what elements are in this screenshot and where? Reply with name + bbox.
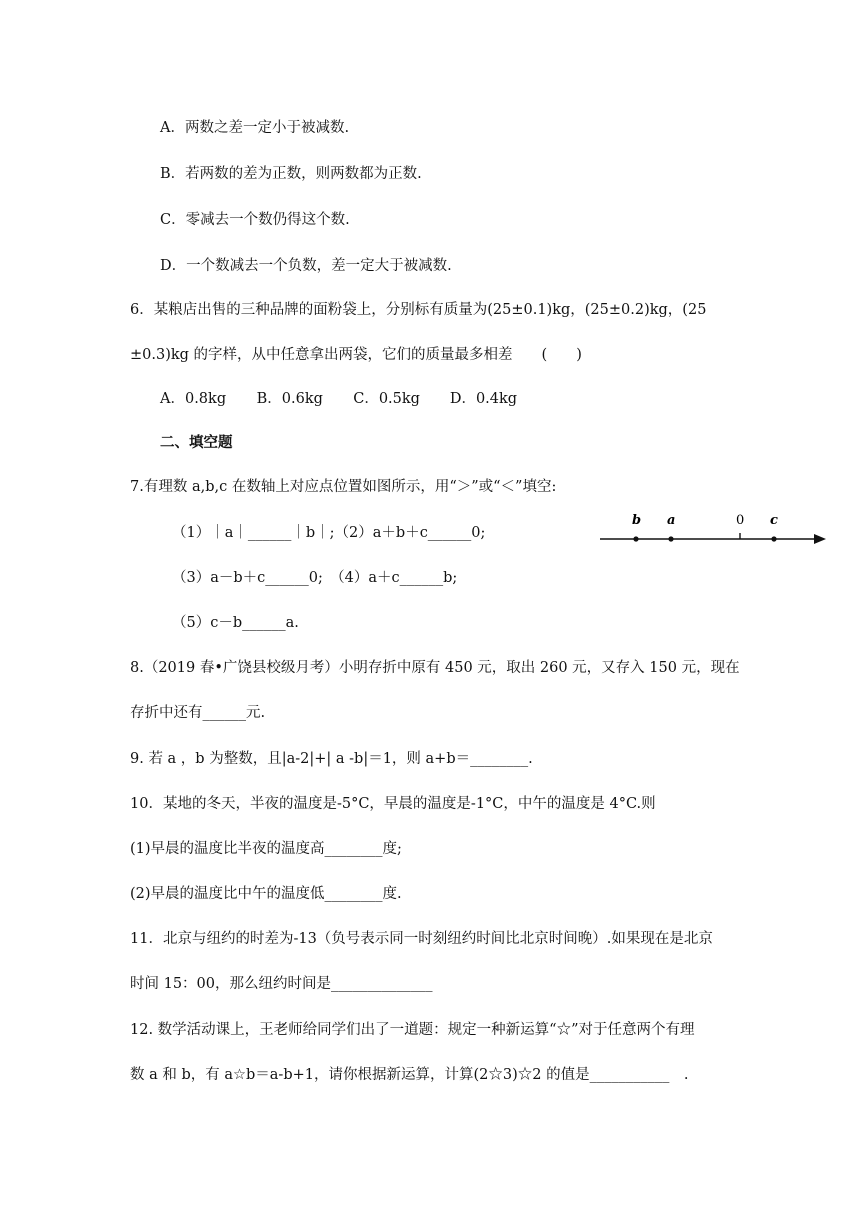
q10-part1: (1)早晨的温度比半夜的温度高________度; <box>130 841 402 857</box>
q7-part1: （1）｜a｜______｜b｜;（2）a＋b＋c______0; <box>172 525 486 541</box>
label-zero: 0 <box>736 513 745 528</box>
q7-part2: （3）a－b＋c______0; （4）a＋c______b; <box>172 570 458 586</box>
arrow-head-icon <box>814 534 826 544</box>
q8-line1: 8.（2019 春•广饶县校级月考）小明存折中原有 450 元，取出 260 元，又存入 150 元，现在 <box>130 660 740 676</box>
q6-option-a: A．0.8kg <box>160 391 227 407</box>
q11-line1: 11．北京与纽约的时差为-13（负号表示同一时刻纽约时间比北京时间晚）.如果现在是北京 <box>130 931 713 947</box>
label-b: b <box>632 513 642 528</box>
point-a <box>668 536 673 541</box>
q5-option-b: B．若两数的差为正数，则两数都为正数. <box>160 166 422 182</box>
q5-option-c: C．零减去一个数仍得这个数. <box>160 212 350 228</box>
q11-line2: 时间 15：00，那么纽约时间是______________ <box>130 976 433 992</box>
number-line-figure <box>598 508 828 552</box>
q12-line2: 数 a 和 b，有 a☆b＝a-b+1，请你根据新运算，计算(2☆3)☆2 的值是___________ . <box>130 1067 689 1083</box>
q7-stem: 7.有理数 a,b,c 在数轴上对应点位置如图所示，用“＞”或“＜”填空: <box>130 479 557 495</box>
q9: 9. 若 a ，b 为整数，且|a-2|+| a -b|＝1，则 a+b＝________. <box>130 751 533 767</box>
q8-line2: 存折中还有______元. <box>130 705 266 721</box>
q5-option-a: A．两数之差一定小于被减数. <box>160 120 350 136</box>
label-c: c <box>770 513 778 528</box>
point-c <box>771 536 776 541</box>
q5-option-d: D．一个数减去一个负数，差一定大于被减数. <box>160 258 452 274</box>
q6-option-b: B．0.6kg <box>256 391 323 407</box>
label-a: a <box>667 513 676 528</box>
q10-part2: (2)早晨的温度比中午的温度低________度. <box>130 886 402 902</box>
q7-part3: （5）c－b______a. <box>172 615 299 631</box>
q6-option-d: D．0.4kg <box>449 391 518 407</box>
section-heading: 二、填空题 <box>160 435 233 451</box>
q6-line1: 6．某粮店出售的三种品牌的面粉袋上，分别标有质量为(25±0.1)kg，(25±0.2)kg，(25 <box>130 302 707 318</box>
q12-line1: 12. 数学活动课上，王老师给同学们出了一道题：规定一种新运算“☆”对于任意两个有理 <box>130 1022 695 1038</box>
point-b <box>633 536 638 541</box>
q10-stem: 10．某地的冬天，半夜的温度是-5°C，早晨的温度是-1°C，中午的温度是 4°C.则 <box>130 796 656 812</box>
q6-option-c: C．0.5kg <box>353 391 420 407</box>
q6-options <box>160 389 517 409</box>
q6-line2: ±0.3)kg 的字样，从中任意拿出两袋，它们的质量最多相差 ( ) <box>130 347 582 363</box>
